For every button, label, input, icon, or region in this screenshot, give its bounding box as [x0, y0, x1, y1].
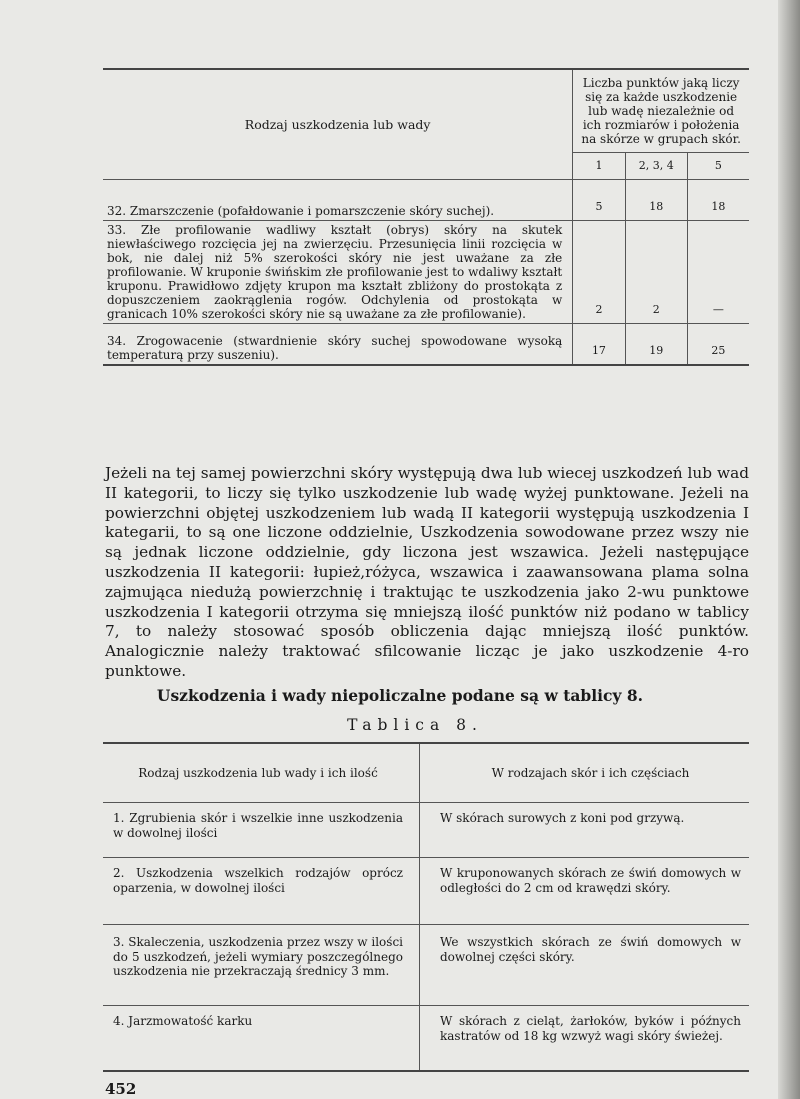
- row-value: 2: [625, 221, 687, 324]
- group-header: 2, 3, 4: [625, 153, 687, 180]
- group-header: 5: [687, 153, 749, 180]
- table-row: [103, 803, 749, 858]
- row-value: 5: [573, 180, 625, 221]
- table-row: [103, 1006, 749, 1072]
- row-skins: W skórach surowych z koni pod grzywą.: [420, 803, 750, 858]
- row-defect: 2. Uszkodzenia wszelkich rodzajów oprócz oparzenia, w dowolnej ilości: [103, 858, 420, 925]
- row-defect: 4. Jarzmowatość karku: [103, 1006, 420, 1072]
- row-description: 34. Zrogowacenie (stwardnienie skóry suchej spowodowane wysoką temperaturą przy suszeniu).: [103, 324, 573, 366]
- page-number: 452: [105, 1080, 137, 1098]
- table-row: [103, 221, 749, 324]
- col-header-defect: Rodzaj uszkodzenia lub wady: [103, 69, 573, 180]
- row-value: 18: [687, 180, 749, 221]
- col-header-defect: Rodzaj uszkodzenia lub wady i ich ilość: [103, 743, 420, 803]
- row-skins: We wszystkich skórach ze świń domowych w dowolnej części skóry.: [420, 925, 750, 1006]
- row-skins: W skórach z cieląt, żarłoków, byków i późnych kastratów od 18 kg wzwyż wagi skóry świeżej.: [420, 1006, 750, 1072]
- row-value: 18: [625, 180, 687, 221]
- page-edge-shadow: [778, 0, 800, 1099]
- row-value: —: [687, 221, 749, 324]
- table-caption: Tablica 8.: [347, 716, 483, 734]
- table-row: [103, 180, 749, 221]
- section-title: Uszkodzenia i wady niepoliczalne podane są w tablicy 8.: [156, 686, 644, 705]
- row-value: 19: [625, 324, 687, 366]
- row-description: 33. Złe profilowanie wadliwy kształt (obrys) skóry na skutek niewłaściwego rozcięcia jej na zwierzęciu. Przesunięcia linii rozcięcia w bok, nie dalej niż 5% szerokości skóry nie jest uważane za złe profilowanie. W kruponie świńskim złe profilowanie jest to wdaliwy kształt kruponu. Prawidłowo zdjęty krupon ma kształt zbliżony do prostokąta z dopuszczeniem zaokrąglenia rogów. Odchylenia od prostokąta w granicach 10% szerokości skóry nie są uważane za złe profilowanie).: [103, 221, 573, 324]
- col-header-points: Liczba punktów jaką liczy się za każde uszkodzenie lub wadę niezależnie od ich rozmiarów i położenia na skórze w grupach skór.: [573, 69, 749, 153]
- row-value: 2: [573, 221, 625, 324]
- row-value: 25: [687, 324, 749, 366]
- table-row: [103, 858, 749, 925]
- table-row: [103, 925, 749, 1006]
- table-7: [103, 68, 749, 366]
- row-defect: 3. Skaleczenia, uszkodzenia przez wszy w ilości do 5 uszkodzeń, jeżeli wymiary poszczególnego uszkodzenia nie przekraczają średnicy 3 mm.: [103, 925, 420, 1006]
- col-header-skins: W rodzajach skór i ich częściach: [420, 743, 750, 803]
- body-paragraph: Jeżeli na tej samej powierzchni skóry występują dwa lub wiecej uszkodzeń lub wad II kategorii, to liczy się tylko uszkodzenie lub wadę wyżej punktowane. Jeżeli na powierzchni objętej uszkodzeniem lub wadą II kategorii występują uszkodzenia I kategarii, to są one liczone oddzielnie, Uszkodzenia sowodowane przez wszy nie są jednak liczone oddzielnie, gdy liczona jest wszawica. Jeżeli następujące uszkodzenia II kategorii: łupież,różyca, wszawica i zaawansowana plama solna zajmująca niedużą powierzchnię i traktując te uszkodzenia jako 2-wu punktowe uszkodzenia I kategorii otrzyma się mniejszą ilość punktów niż podano w tablicy 7, to należy stosować sposób obliczenia dając mniejszą ilość punktów. Analogicznie należy traktować sfilcowanie licząc je jako uszkodzenie 4-ro punktowe.: [105, 464, 749, 680]
- row-description: 32. Zmarszczenie (pofałdowanie i pomarszczenie skóry suchej).: [103, 180, 573, 221]
- table-row: [103, 324, 749, 366]
- row-skins: W kruponowanych skórach ze świń domowych w odległości do 2 cm od krawędzi skóry.: [420, 858, 750, 925]
- group-header: 1: [573, 153, 625, 180]
- row-value: 17: [573, 324, 625, 366]
- table-8: [103, 742, 749, 1072]
- row-defect: 1. Zgrubienia skór i wszelkie inne uszkodzenia w dowolnej ilości: [103, 803, 420, 858]
